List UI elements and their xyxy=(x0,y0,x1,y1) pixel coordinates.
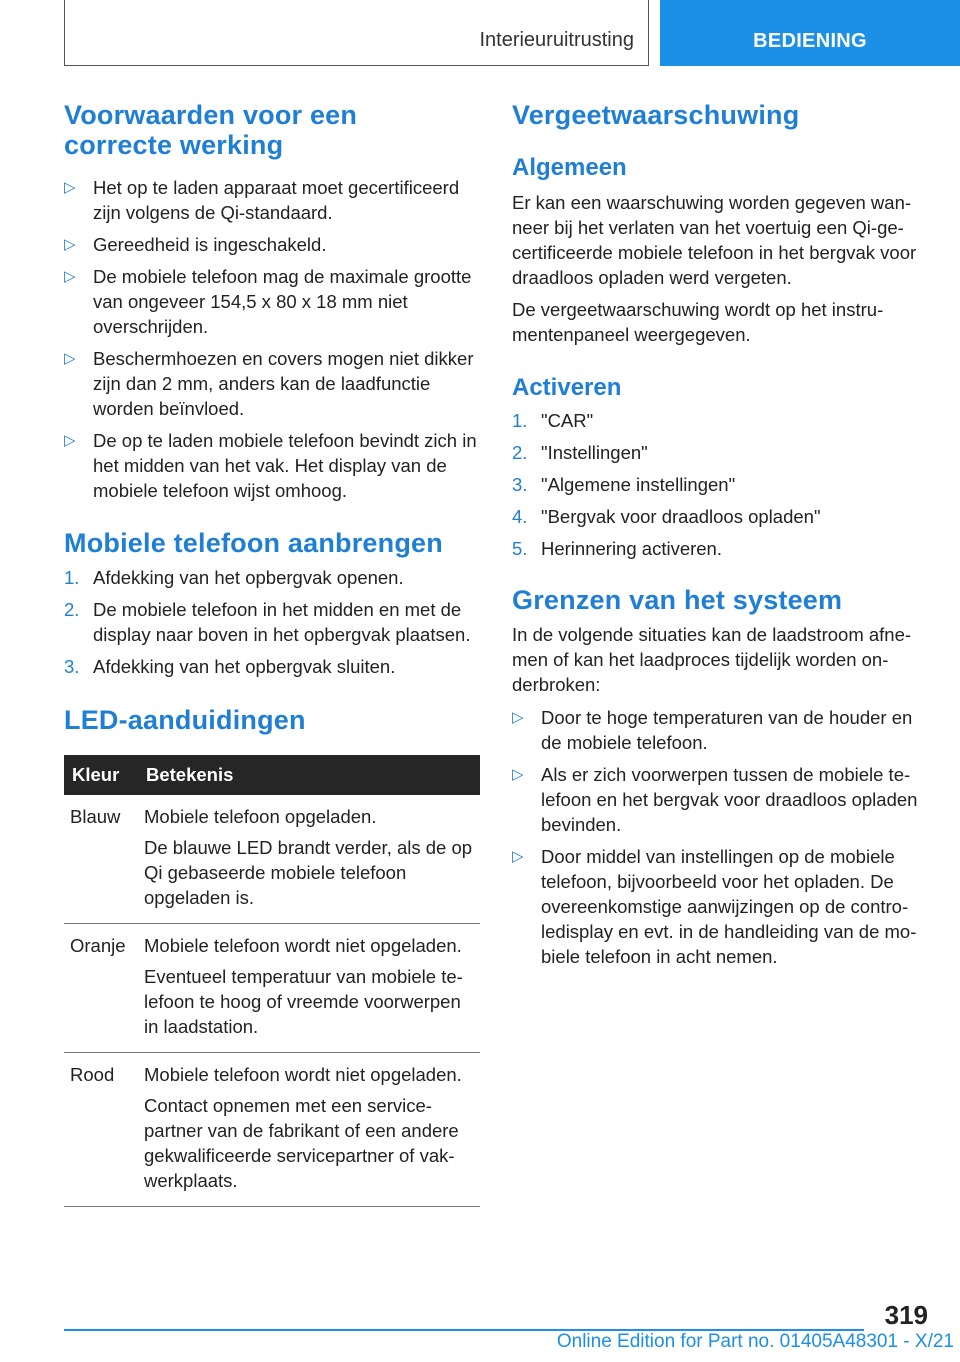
list-item: 2. De mobiele telefoon in het midden en met de display naar boven in het opbergvak plaatsen. xyxy=(64,599,471,645)
column-header-color: Kleur xyxy=(64,755,138,795)
list-item: ▷ Door middel van instellingen op de mobiele telefoon, bijvoorbeeld voor het opladen. De overeenkomstige aanwijzingen op de controledisplay en evt. in de handleiding van de mobiele telefoon in acht nemen. xyxy=(512,846,917,967)
triangle-bullet-icon: ▷ xyxy=(512,766,524,783)
page-number: 319 xyxy=(884,1300,928,1330)
list-item: 1. Afdekking van het opbergvak openen. xyxy=(64,567,404,588)
list-item: ▷ De op te laden mobiele telefoon bevindt zich in het midden van het vak. Het display van de mobiele telefoon wijst omhoog. xyxy=(64,430,477,501)
led-table xyxy=(64,755,480,1207)
header-chapter-title: BEDIENING xyxy=(753,30,867,52)
led-meaning-cell: Mobiele telefoon wordt niet opgeladen. Eventueel temperatuur van mobiele telefoon te hoog of vreemde voorwerpen in laadstation. xyxy=(138,924,480,1053)
list-item: 4. "Bergvak voor draadloos opladen" xyxy=(512,506,821,527)
forget-warning-heading: Vergeetwaarschuwing xyxy=(512,100,800,130)
list-item: ▷ Beschermhoezen en covers mogen niet dikker zijn dan 2 mm, anders kan de laadfunctie worden beïnvloed. xyxy=(64,348,474,419)
limits-intro: In de volgende situaties kan de laadstroom afnemen of kan het laadproces tijdelijk worden onderbroken: xyxy=(512,624,912,695)
triangle-bullet-icon: ▷ xyxy=(64,268,76,285)
general-paragraph-2: De vergeetwaarschuwing wordt op het instrumentenpaneel weergegeven. xyxy=(512,299,884,345)
list-item: 3. "Algemene instellingen" xyxy=(512,474,736,495)
list-item: 3. Afdekking van het opbergvak sluiten. xyxy=(64,656,396,677)
header-chapter-tab xyxy=(660,0,960,66)
triangle-bullet-icon: ▷ xyxy=(64,350,76,367)
table-row xyxy=(64,924,480,1053)
activate-steps xyxy=(512,408,928,561)
column-header-meaning: Betekenis xyxy=(138,755,480,795)
led-meaning-cell: Mobiele telefoon wordt niet opgeladen. Contact opnemen met een servicepartner van de fabrikant of een andere gekwalificeerde servicepartner of vakwerkplaats. xyxy=(138,1053,480,1207)
list-item: 1. "CAR" xyxy=(512,410,594,431)
triangle-bullet-icon: ▷ xyxy=(64,179,76,196)
header-section-box xyxy=(64,0,649,66)
mounting-heading: Mobiele telefoon aanbrengen xyxy=(64,528,443,558)
table-row xyxy=(64,1053,480,1207)
triangle-bullet-icon: ▷ xyxy=(64,236,76,253)
triangle-bullet-icon: ▷ xyxy=(512,848,524,865)
activate-heading: Activeren xyxy=(512,374,622,401)
right-column xyxy=(512,100,928,969)
requirements-heading: Voorwaarden voor een correcte werking xyxy=(64,100,358,160)
triangle-bullet-icon: ▷ xyxy=(512,709,524,726)
general-heading: Algemeen xyxy=(512,154,627,181)
footer-edition: Online Edition for Part no. 01405A48301 - X/21 xyxy=(556,1331,954,1352)
list-item: ▷ Het op te laden apparaat moet gecertificeerd zijn volgens de Qi-standaard. xyxy=(64,177,460,223)
limits-list xyxy=(512,705,928,969)
triangle-bullet-icon: ▷ xyxy=(64,432,76,449)
led-meaning-cell: Mobiele telefoon opgeladen. De blauwe LED brandt verder, als de op Qi gebaseerde mobiele telefoon opgeladen is. xyxy=(138,795,480,924)
requirements-list xyxy=(64,175,480,503)
list-item: ▷ Als er zich voorwerpen tussen de mobiele telefoon en het bergvak voor draadloos opladen bevinden. xyxy=(512,764,918,835)
table-row xyxy=(64,795,480,924)
limits-heading: Grenzen van het systeem xyxy=(512,585,843,615)
led-color-cell: Oranje xyxy=(64,924,138,1053)
general-paragraph-1: Er kan een waarschuwing worden gegeven wanneer bij het verlaten van het voertuig een Qi-gecertificeerde mobiele telefoon in het bergvak voor draadloos opladen werd vergeten. xyxy=(512,192,917,288)
list-item: 2. "Instellingen" xyxy=(512,442,648,463)
mounting-steps xyxy=(64,565,480,679)
led-heading: LED-aanduidingen xyxy=(64,705,306,735)
list-item: 5. Herinnering activeren. xyxy=(512,538,722,559)
led-color-cell: Rood xyxy=(64,1053,138,1207)
table-header-row xyxy=(64,755,480,795)
left-column xyxy=(64,100,480,1207)
led-color-cell: Blauw xyxy=(64,795,138,924)
list-item: ▷ Door te hoge temperaturen van de houder en de mobiele telefoon. xyxy=(512,707,913,753)
list-item: ▷ Gereedheid is ingeschakeld. xyxy=(64,234,327,255)
list-item: ▷ De mobiele telefoon mag de maximale grootte van ongeveer 154,5 x 80 x 18 mm niet overschrijden. xyxy=(64,266,472,337)
header-section-title: Interieuruitrusting xyxy=(479,29,634,51)
